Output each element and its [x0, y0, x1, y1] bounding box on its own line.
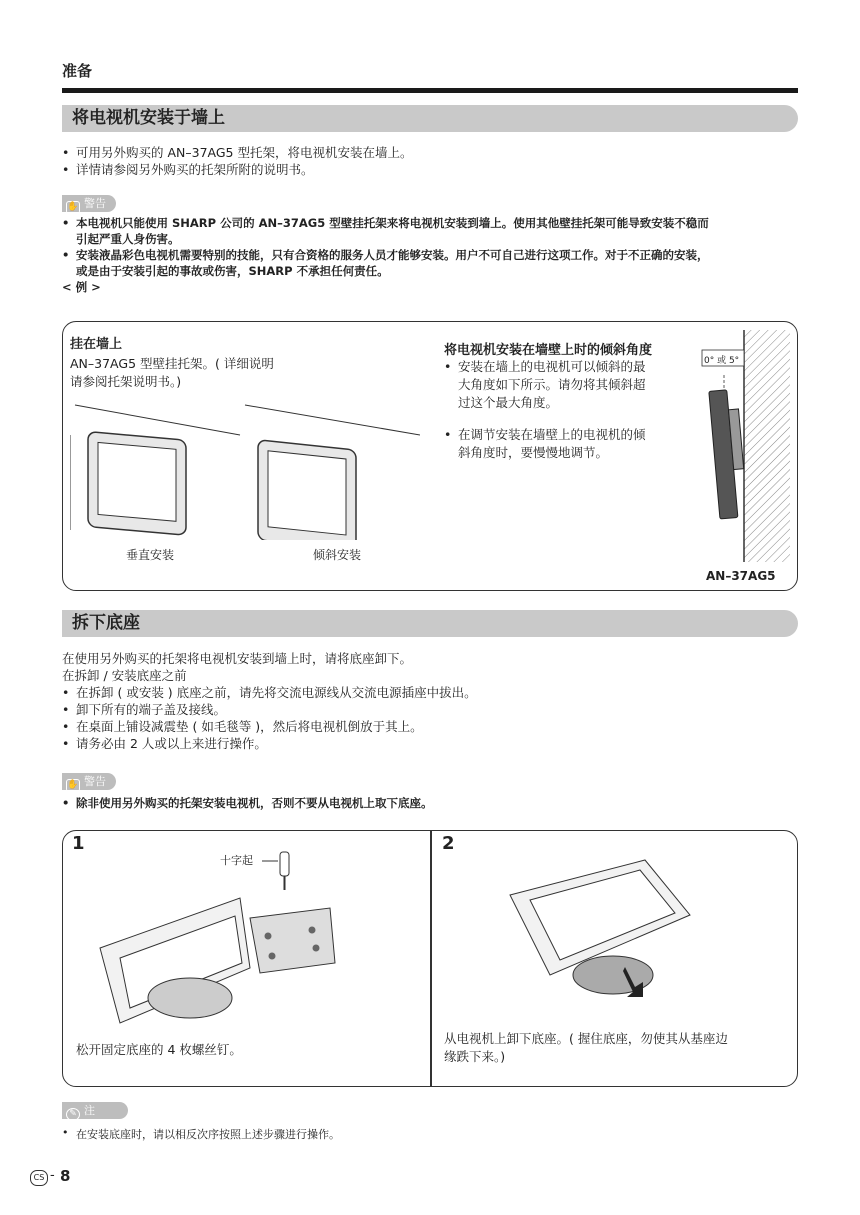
warning-label: 警告 [84, 197, 106, 210]
screw-detail-panel [250, 908, 335, 973]
desc-line: AN–37AG5 型壁挂托架。( 详细说明 [70, 356, 274, 371]
section-title-remove-stand: 拆下底座 [62, 610, 798, 637]
line: • 安装在墙上的电视机可以倾斜的最 [458, 359, 646, 374]
list-item: • 在桌面上铺设减震垫 ( 如毛毯等 )，然后将电视机倒放于其上。 [62, 718, 798, 735]
step1-number: 1 [72, 833, 85, 854]
step1-text: 松开固定底座的 4 枚螺丝钉。 [76, 1042, 242, 1057]
tilted-tv-side-view [709, 389, 748, 519]
line: 斜角度时，要慢慢地调节。 [458, 445, 609, 460]
step2-number: 2 [442, 833, 455, 854]
warning-line: • 本电视机只能使用 SHARP 公司的 AN–37AG5 型壁挂托架来将电视机安装到墙上。使用其他壁挂托架可能导致安装不稳而 [76, 216, 709, 230]
language-badge: CS [30, 1170, 48, 1186]
warning-tag [62, 195, 116, 212]
warning-list [62, 215, 802, 295]
warning-item [62, 215, 802, 247]
steps-divider [430, 831, 432, 1086]
header-rule [62, 88, 798, 93]
hand-warning-icon: ✋ [67, 780, 79, 790]
warning-item: • 除非使用另外购买的托架安装电视机，否则不要从电视机上取下底座。 [62, 795, 798, 811]
warning-line: • 安装液晶彩色电视机需要特别的技能，只有合资格的服务人员才能够安装。用户不可自己进行这项工作。对于不正确的安装， [76, 248, 709, 262]
line: 缘跌下来。) [444, 1049, 506, 1064]
warning-line: 引起严重人身伤害。 [76, 232, 180, 246]
line: 大角度如下所示。请勿将其倾斜超 [458, 377, 646, 392]
note-label: 注 [84, 1104, 95, 1117]
desc-line: 请参阅托架说明书。) [70, 374, 182, 389]
section-title-wall-mount: 将电视机安装于墙上 [62, 105, 798, 132]
list-item [444, 426, 694, 462]
tv-vertical-illustration [88, 432, 186, 536]
step2-text [444, 1030, 789, 1066]
angle-title: 将电视机安装在墙壁上时的倾斜角度 [444, 343, 653, 358]
wall-mount-bullets [62, 144, 798, 178]
example-label: < 例 > [62, 280, 101, 294]
list-item [444, 358, 694, 412]
tv-mount-illustrations [70, 400, 420, 540]
note-tag [62, 1102, 128, 1119]
page-number: 8 [60, 1167, 71, 1185]
tv-tilted-illustration [258, 440, 356, 540]
caption-vertical: 垂直安装 [126, 548, 175, 562]
model-label: AN–37AG5 [706, 569, 776, 583]
warning-list-2 [62, 795, 798, 811]
list-item: • 在拆卸 ( 或安装 ) 底座之前，请先将交流电源线从交流电源插座中拔出。 [62, 684, 798, 701]
list-item: • 详情请参阅另外购买的托架所附的说明书。 [62, 161, 798, 178]
angle-label: 0° 或 5° [704, 356, 740, 366]
intro-line: 在拆卸 / 安装底座之前 [62, 668, 187, 683]
note-text [62, 1126, 340, 1142]
warning-item [62, 247, 802, 279]
hand-warning-icon: ✋ [67, 202, 79, 212]
warning-label: 警告 [84, 775, 106, 788]
list-item: • 在安装底座时，请以相反次序按照上述步骤进行操作。 [62, 1126, 340, 1142]
warning-line: 或是由于安装引起的事故或伤害，SHARP 不承担任何责任。 [76, 264, 389, 278]
remove-stand-text [62, 650, 798, 752]
step1-illustration [90, 848, 425, 1033]
angle-bullets [444, 358, 694, 462]
screwdriver-label: 十字起 [220, 854, 253, 867]
intro-line: 在使用另外购买的托架将电视机安装到墙上时，请将底座卸下。 [62, 651, 413, 666]
list-item: • 可用另外购买的 AN–37AG5 型托架，将电视机安装在墙上。 [62, 144, 798, 161]
line: 从电视机上卸下底座。( 握住底座，勿使其从基座边 [444, 1031, 728, 1046]
line: 过这个最大角度。 [458, 395, 559, 410]
list-item: • 请务必由 2 人或以上来进行操作。 [62, 735, 798, 752]
warning-tag-2 [62, 773, 116, 790]
line: • 在调节安装在墙壁上的电视机的倾 [458, 427, 646, 442]
page-separator: - [50, 1168, 55, 1183]
list-item: • 卸下所有的端子盖及接线。 [62, 701, 798, 718]
box-title: 挂在墙上 [70, 337, 123, 352]
pencil-note-icon: ✎ [66, 1108, 80, 1121]
step2-illustration [495, 855, 705, 1015]
caption-tilted: 倾斜安装 [313, 548, 362, 562]
chapter-title: 准备 [62, 62, 93, 80]
box-description [70, 355, 370, 391]
screwdriver-icon [280, 852, 289, 890]
